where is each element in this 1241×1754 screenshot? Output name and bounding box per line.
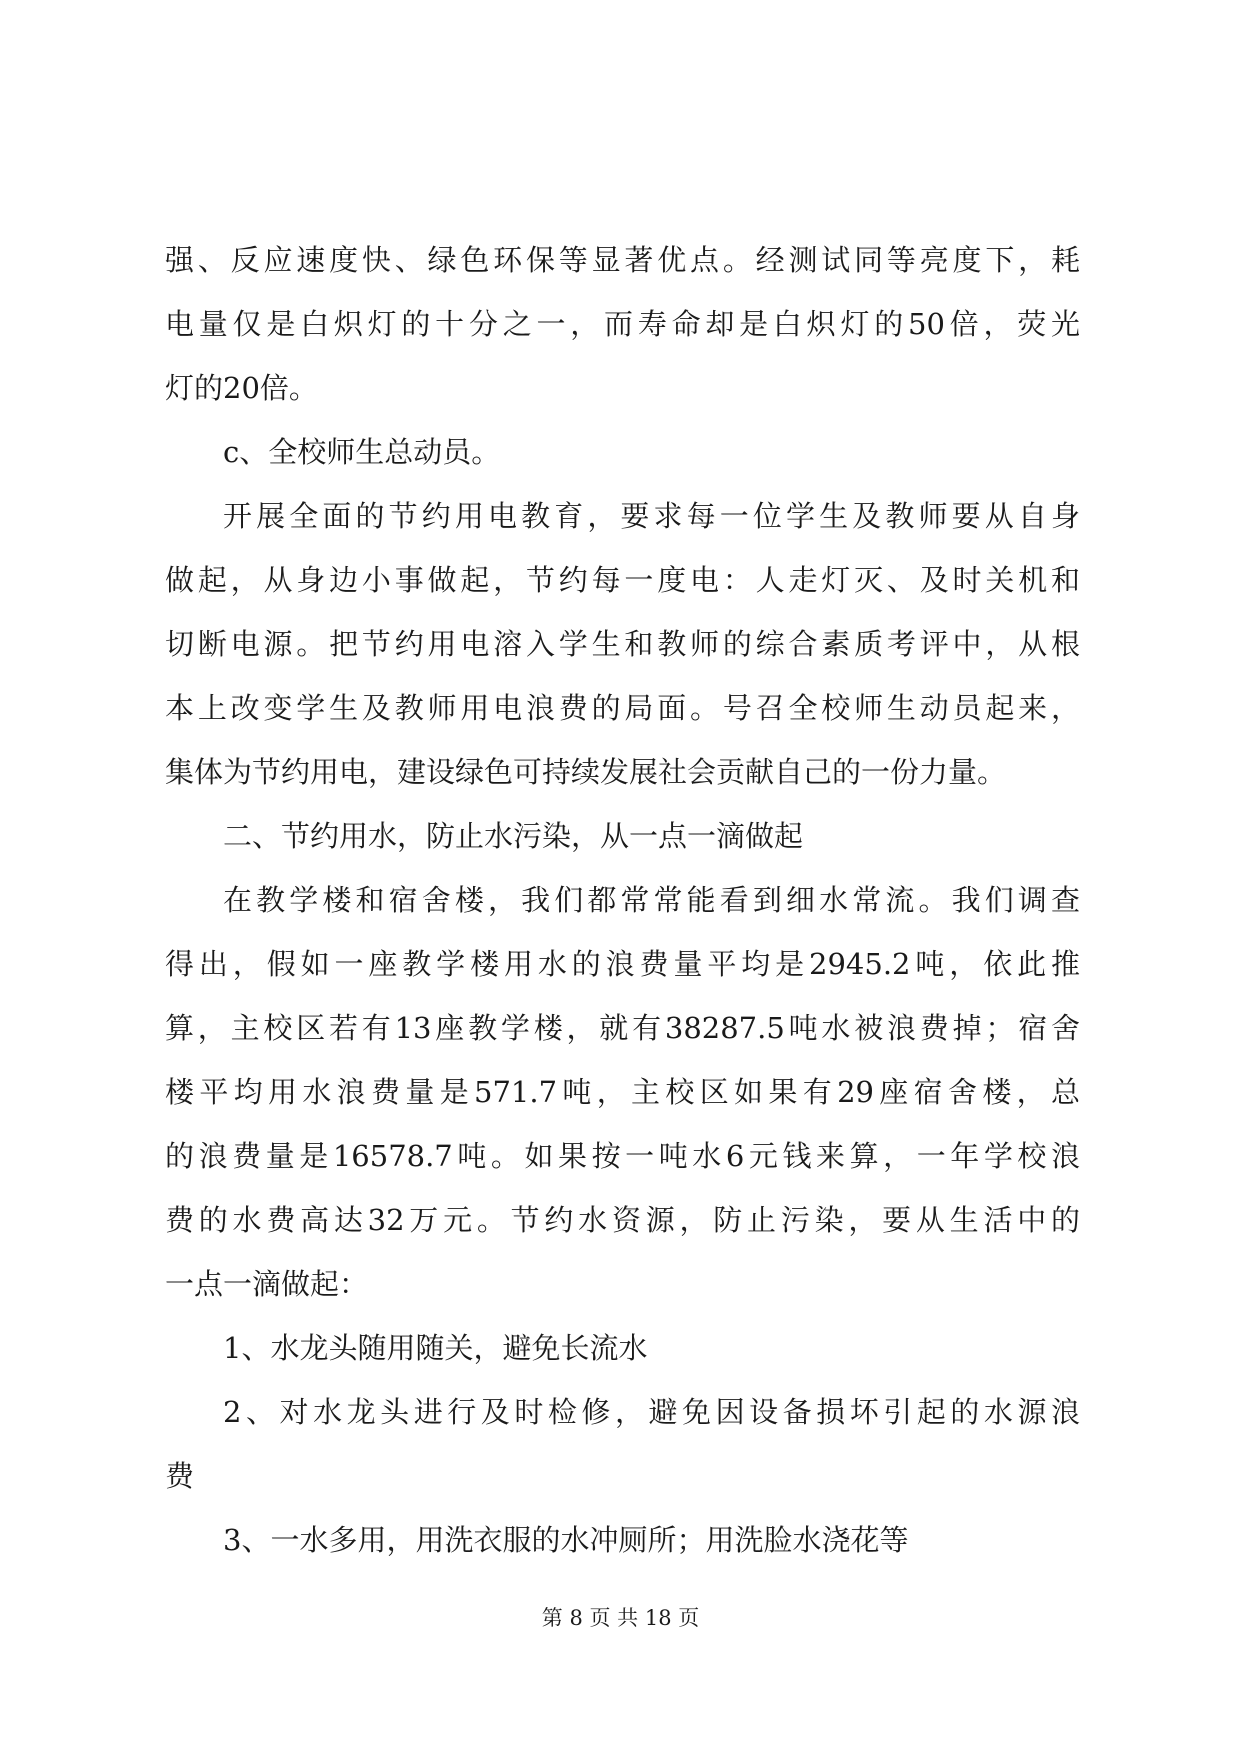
text-line: 切断电源。把节约用电溶入学生和教师的综合素质考评中，从根 (165, 627, 1080, 661)
list-item: 3、一水多用，用洗衣服的水冲厕所；用洗脸水浇花等 (223, 1523, 909, 1557)
text-line: 楼平均用水浪费量是571.7吨，主校区如果有29座宿舍楼，总 (165, 1075, 1080, 1109)
section-heading: 二、节约用水，防止水污染，从一点一滴做起 (223, 819, 804, 853)
page-number-footer: 第 8 页 共 18 页 (541, 1606, 700, 1630)
list-item: 1、水龙头随用随关，避免长流水 (223, 1331, 648, 1365)
text-line: 的浪费量是16578.7吨。如果按一吨水6元钱来算，一年学校浪 (165, 1139, 1080, 1173)
text-line: 一点一滴做起： (165, 1267, 369, 1301)
text-line: 费的水费高达32万元。节约水资源，防止污染，要从生活中的 (165, 1203, 1080, 1237)
text-line: 本上改变学生及教师用电浪费的局面。号召全校师生动员起来， (165, 691, 1080, 725)
text-line: 开展全面的节约用电教育，要求每一位学生及教师要从自身 (223, 499, 1080, 533)
text-line: 费 (165, 1459, 195, 1493)
body-text (165, 228, 1080, 1572)
text-line: 集体为节约用电，建设绿色可持续发展社会贡献自己的一份力量。 (165, 755, 1007, 789)
text-line: 强、反应速度快、绿色环保等显著优点。经测试同等亮度下，耗 (165, 243, 1080, 277)
text-line: 算，主校区若有13座教学楼，就有38287.5吨水被浪费掉；宿舍 (165, 1011, 1080, 1045)
section-heading: c、全校师生总动员。 (223, 435, 501, 469)
text-line: 得出，假如一座教学楼用水的浪费量平均是2945.2吨，依此推 (165, 947, 1080, 981)
text-line: 做起，从身边小事做起，节约每一度电：人走灯灭、及时关机和 (165, 563, 1080, 597)
text-line: 电量仅是白炽灯的十分之一，而寿命却是白炽灯的50倍，荧光 (165, 307, 1080, 341)
text-line: 灯的20倍。 (165, 371, 318, 405)
text-line: 在教学楼和宿舍楼，我们都常常能看到细水常流。我们调查 (223, 883, 1080, 917)
list-item: 2、对水龙头进行及时检修，避免因设备损坏引起的水源浪 (223, 1395, 1080, 1429)
